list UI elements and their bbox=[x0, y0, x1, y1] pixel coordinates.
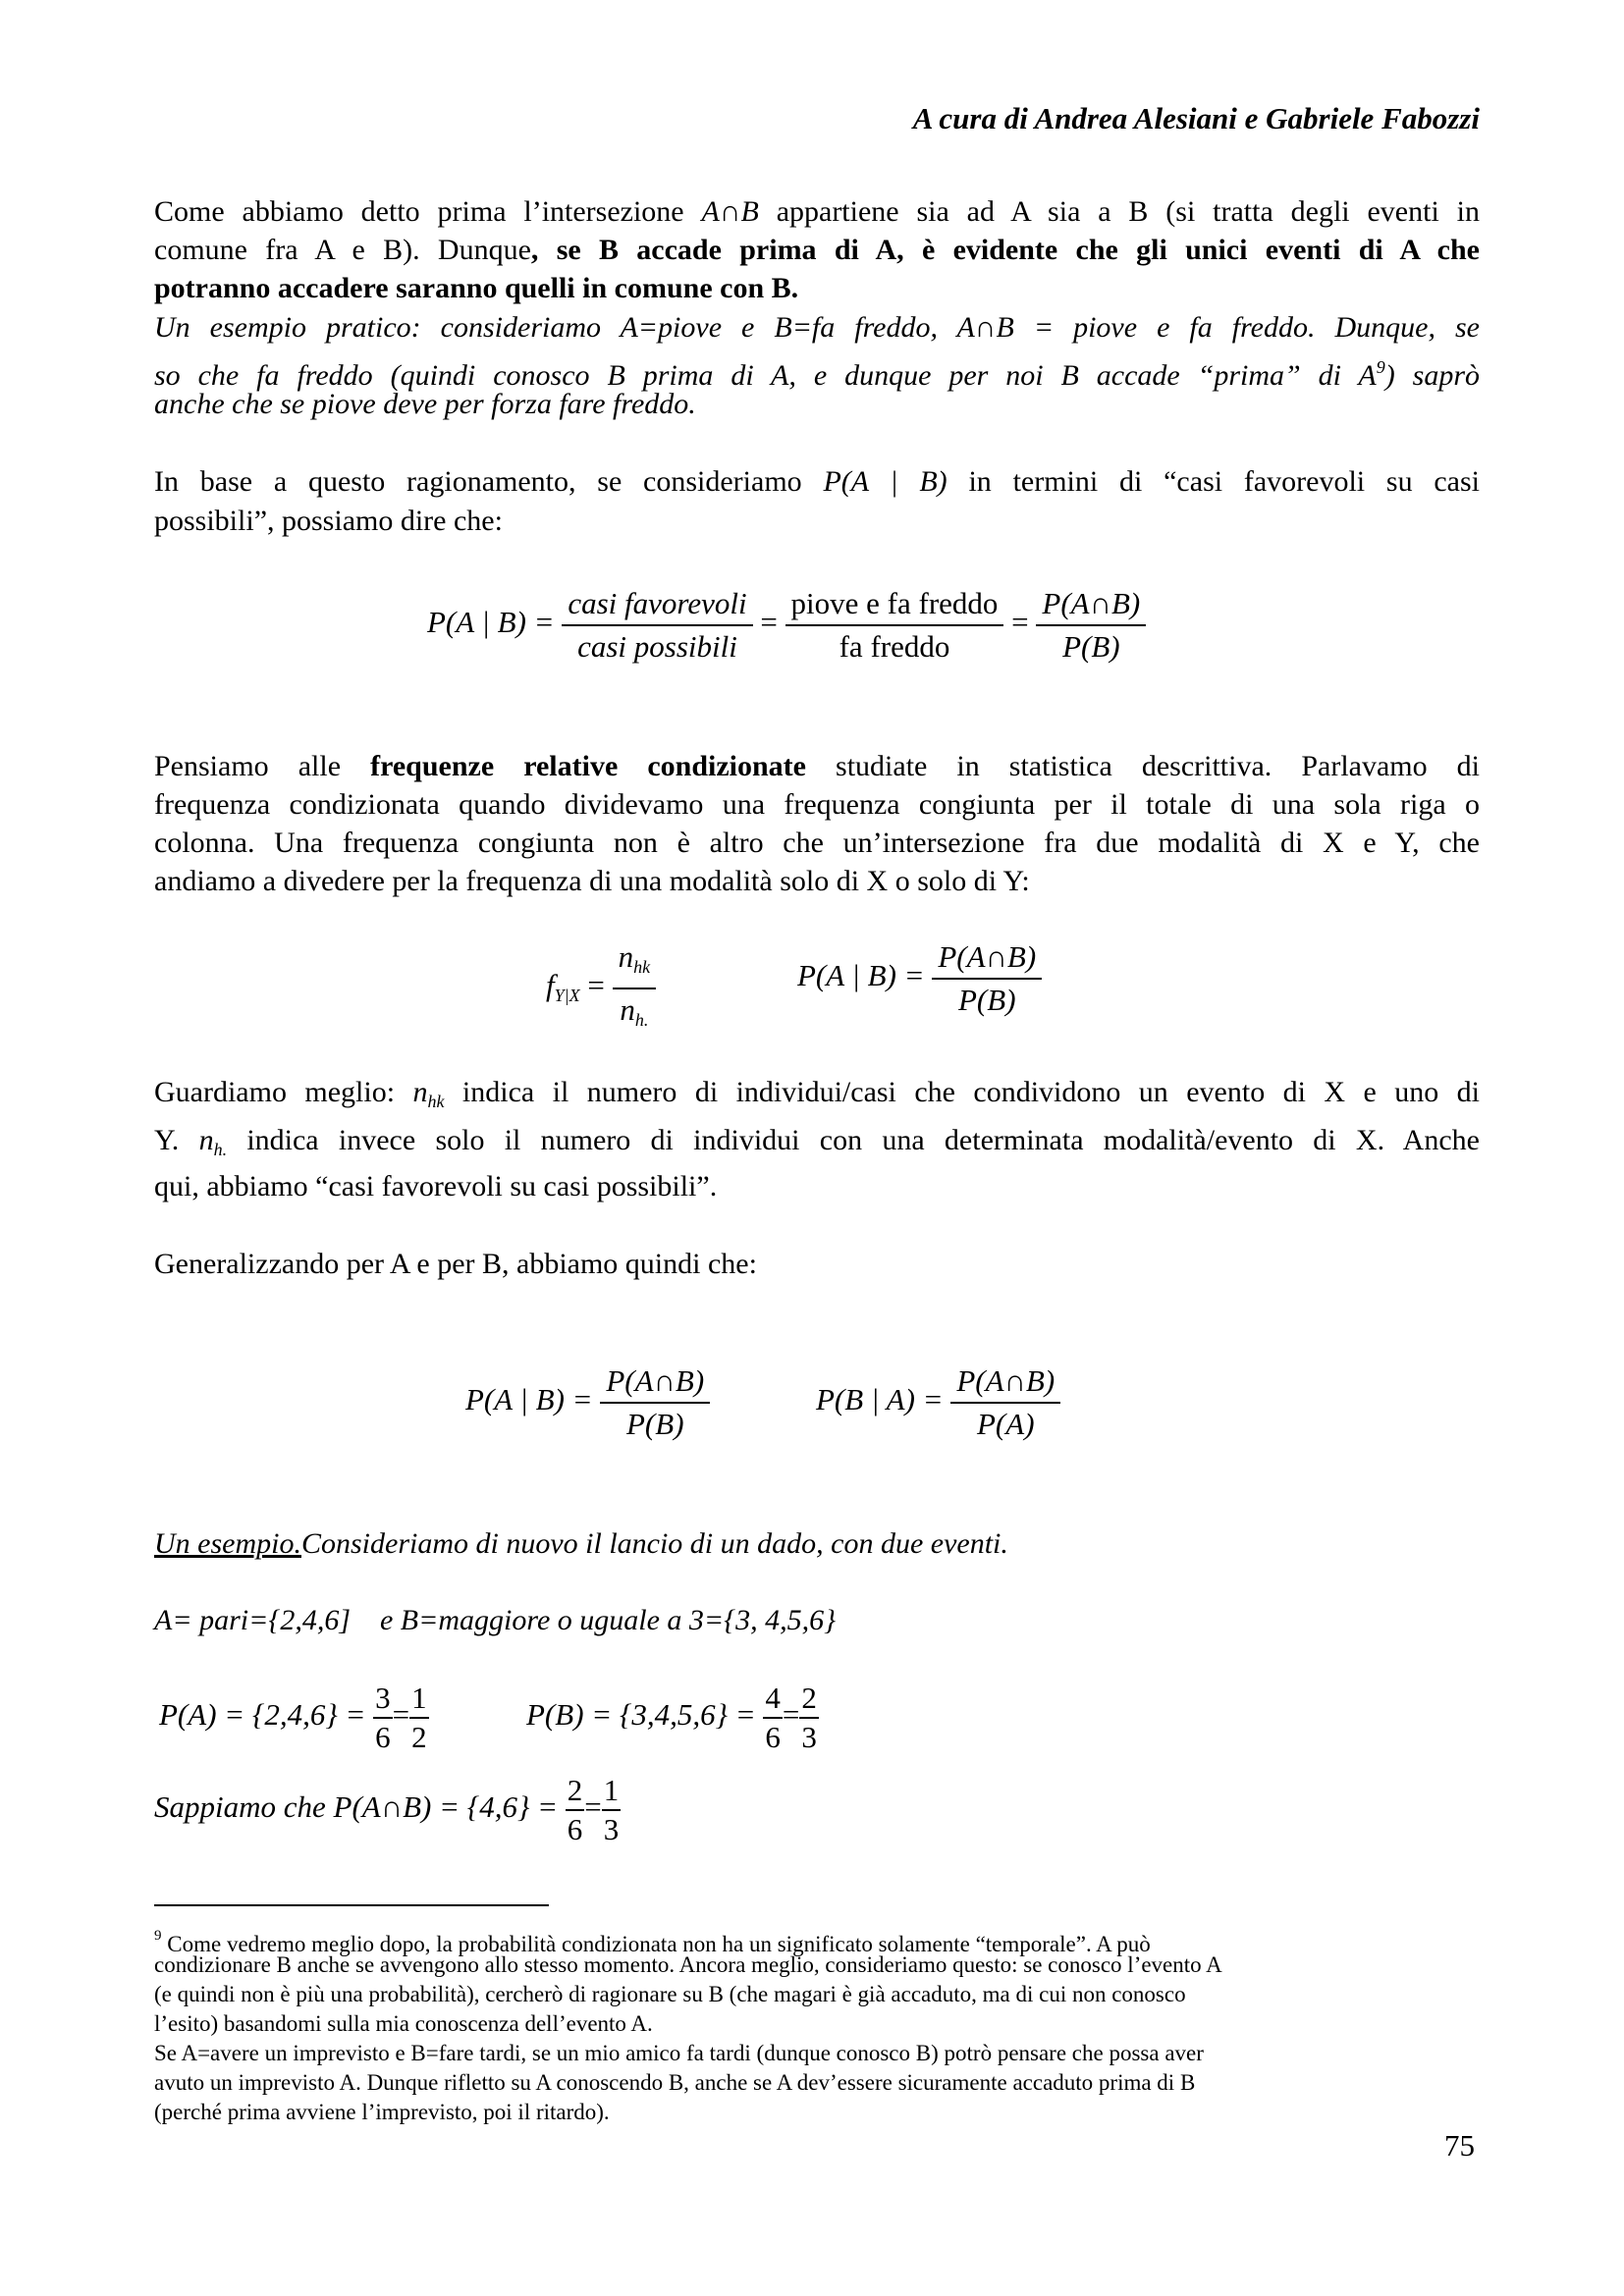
denominator: P(B) bbox=[600, 1402, 710, 1443]
equation-conditional-definition bbox=[427, 585, 1146, 666]
running-header: A cura di Andrea Alesiani e Gabriele Fabozzi bbox=[912, 101, 1480, 135]
fraction bbox=[932, 938, 1042, 1019]
footnote-line: avuto un imprevisto A. Dunque rifletto su A conoscendo B, anche se A dev’essere sicuramente accaduto prima di B bbox=[154, 2070, 1196, 2095]
equals: = bbox=[1011, 605, 1029, 640]
footnote-line: (perché prima avviene l’imprevisto, poi il ritardo). bbox=[154, 2100, 610, 2124]
footnote-reference[interactable]: 9 bbox=[1376, 357, 1385, 377]
text: Sappiamo che bbox=[154, 1789, 334, 1825]
footnote-line: l’esito) basandomi sulla mia conoscenza dell’evento A. bbox=[154, 2011, 653, 2036]
numerator: 4 bbox=[765, 1681, 781, 1715]
fraction bbox=[602, 1772, 622, 1848]
denominator: 3 bbox=[602, 1809, 622, 1848]
page-number: 75 bbox=[1444, 2128, 1475, 2163]
denominator: casi possibili bbox=[562, 624, 752, 666]
subscript: h. bbox=[213, 1140, 228, 1159]
equation-conditional bbox=[797, 938, 1042, 1019]
eq-lhs: P(A | B) = bbox=[427, 605, 555, 640]
paragraph-line: andiamo a divedere per la frequenza di una modalità solo di X o solo di Y: bbox=[154, 865, 1030, 897]
fraction bbox=[950, 1362, 1060, 1443]
denominator: 6 bbox=[763, 1717, 783, 1756]
denominator: P(B) bbox=[932, 978, 1042, 1019]
equation-conditional-ba bbox=[816, 1362, 1060, 1443]
equation-intersection bbox=[154, 1772, 621, 1848]
paragraph-line bbox=[154, 1122, 1480, 1168]
numerator: P(A∩B) bbox=[1042, 586, 1141, 620]
text: Come abbiamo detto prima l’intersezione bbox=[154, 195, 702, 228]
equation-conditional-ab bbox=[465, 1362, 710, 1443]
bold-text: , se B accade prima di A, è evidente che gli unici eventi di A che bbox=[530, 234, 1480, 266]
footnote-line: condizionare B anche se avvengono allo stesso momento. Ancora meglio, consideriamo questo: se conosco l’evento A bbox=[154, 1952, 1222, 1977]
paragraph-line: colonna. Una frequenza congiunta non è altro che un’intersezione fra due modalità di X e Y, che bbox=[154, 827, 1480, 859]
text: . Dunque, se bbox=[1307, 311, 1480, 344]
fraction bbox=[1036, 585, 1146, 666]
eq-symbol: n bbox=[620, 992, 635, 1027]
text: Guardiamo meglio: bbox=[154, 1076, 413, 1108]
subscript: hk bbox=[633, 957, 651, 977]
fraction bbox=[566, 1772, 585, 1848]
numerator: piove e fa freddo bbox=[790, 586, 999, 620]
denominator: P(A) bbox=[950, 1402, 1060, 1443]
eq-symbol: f bbox=[546, 968, 555, 1003]
denominator: 2 bbox=[409, 1717, 429, 1756]
eq-lhs: P(B) = {3,4,5,6} = bbox=[526, 1697, 756, 1733]
fraction bbox=[613, 938, 657, 1039]
fraction bbox=[562, 585, 752, 666]
paragraph-line: qui, abbiamo “casi favorevoli su casi possibili”. bbox=[154, 1170, 718, 1202]
denominator: 6 bbox=[566, 1809, 585, 1848]
numerator: P(A∩B) bbox=[938, 939, 1037, 974]
equation-pb bbox=[526, 1680, 819, 1756]
text: in termini di “casi favorevoli su casi bbox=[947, 465, 1481, 498]
paragraph-line bbox=[154, 1074, 1480, 1120]
numerator: 1 bbox=[603, 1773, 620, 1807]
paragraph-line: anche che se piove deve per forza fare freddo. bbox=[154, 388, 696, 420]
fraction bbox=[799, 1680, 819, 1756]
paragraph-line: frequenza condizionata quando dividevamo una frequenza congiunta per il totale di una sola riga o bbox=[154, 788, 1480, 821]
eq-lhs: P(A | B) = bbox=[797, 958, 925, 993]
eq-lhs: P(A | B) = bbox=[465, 1382, 593, 1417]
paragraph-line: Generalizzando per A e per B, abbiamo quindi che: bbox=[154, 1248, 757, 1280]
text: Come vedremo meglio dopo, la probabilità condizionata non ha un significato solamente “temporale”. A può bbox=[161, 1932, 1151, 1956]
math-conditional: P(A | B) bbox=[823, 465, 947, 498]
numerator: 3 bbox=[375, 1681, 391, 1715]
text: indica il numero di individui/casi che condividono un evento di X e uno di bbox=[444, 1076, 1480, 1108]
denominator: P(B) bbox=[1036, 624, 1146, 666]
text: comune fra A e B). Dunque bbox=[154, 234, 531, 266]
example-heading bbox=[154, 1525, 1480, 1563]
paragraph-line bbox=[154, 232, 1480, 269]
footnote-mark: 9 bbox=[154, 1928, 162, 1944]
eq-lhs: P(A∩B) = {4,6} = bbox=[333, 1789, 559, 1825]
subscript: hk bbox=[427, 1092, 445, 1111]
fraction bbox=[763, 1680, 783, 1756]
math-intersection: A∩B = piove e fa freddo bbox=[956, 311, 1308, 344]
eq-symbol: n bbox=[198, 1124, 214, 1156]
numerator: P(A∩B) bbox=[606, 1363, 705, 1398]
numerator: P(A∩B) bbox=[956, 1363, 1056, 1398]
fraction bbox=[600, 1362, 710, 1443]
paragraph-line: potranno accadere saranno quelli in comune con B. bbox=[154, 272, 799, 304]
equals: = bbox=[584, 1789, 602, 1825]
footnote-line: (e quindi non è più una probabilità), cercherò di ragionare su B (che magari è già accaduto, ma di cui non conosco bbox=[154, 1982, 1186, 2006]
math-intersection: A∩B bbox=[701, 195, 759, 228]
equation-frequency bbox=[546, 938, 656, 1039]
text: Pensiamo alle bbox=[154, 750, 371, 782]
fraction bbox=[409, 1680, 429, 1756]
denominator: 6 bbox=[373, 1717, 393, 1756]
text: so che fa freddo (quindi conosco B prima di A, e dunque per noi B accade “prima” di A bbox=[154, 359, 1377, 392]
paragraph-line bbox=[154, 193, 1480, 231]
paragraph-line bbox=[154, 463, 1480, 501]
eq-symbol: n bbox=[412, 1076, 428, 1108]
underlined-text: Un esempio. bbox=[154, 1527, 301, 1560]
numerator bbox=[613, 938, 657, 988]
eq-symbol: n bbox=[618, 939, 634, 974]
text: indica invece solo il numero di individui con una determinata modalità/evento di X. Anche bbox=[227, 1124, 1480, 1156]
equals: = bbox=[760, 605, 778, 640]
text: appartiene sia ad A sia a B (si tratta degli eventi in bbox=[758, 195, 1480, 228]
text: studiate in statistica descrittiva. Parlavamo di bbox=[806, 750, 1481, 782]
denominator: 3 bbox=[799, 1717, 819, 1756]
eq-lhs: P(A) = {2,4,6} = bbox=[159, 1697, 366, 1733]
paragraph-line: possibili”, possiamo dire che: bbox=[154, 505, 503, 537]
fraction bbox=[373, 1680, 393, 1756]
equals: = bbox=[392, 1697, 410, 1733]
denominator: fa freddo bbox=[785, 624, 1004, 666]
subscript: h. bbox=[634, 1010, 649, 1030]
fraction bbox=[785, 585, 1004, 666]
equals: = bbox=[782, 1697, 800, 1733]
paragraph-line bbox=[154, 748, 1480, 785]
subscript: Y|X bbox=[554, 986, 580, 1006]
denominator bbox=[613, 988, 657, 1039]
equals: = bbox=[579, 968, 605, 1003]
bold-text: frequenze relative condizionate bbox=[370, 750, 806, 782]
eq-lhs: P(B | A) = bbox=[816, 1382, 944, 1417]
text: In base a questo ragionamento, se consideriamo bbox=[154, 465, 824, 498]
paragraph-line bbox=[154, 309, 1480, 347]
numerator: 1 bbox=[411, 1681, 427, 1715]
text: ) saprò bbox=[1384, 359, 1480, 392]
equation-pa bbox=[159, 1680, 429, 1756]
text: Y. bbox=[154, 1124, 199, 1156]
numerator: casi favorevoli bbox=[568, 586, 747, 620]
numerator: 2 bbox=[567, 1773, 583, 1807]
example-events: A= pari={2,4,6] e B=maggiore o uguale a 3={3, 4,5,6} bbox=[154, 1604, 837, 1636]
text: Consideriamo di nuovo il lancio di un dado, con due eventi. bbox=[300, 1527, 1008, 1560]
numerator: 2 bbox=[801, 1681, 817, 1715]
footnote-line: Se A=avere un imprevisto e B=fare tardi, se un mio amico fa tardi (dunque conosco B) potrò pensare che possa aver bbox=[154, 2041, 1204, 2065]
footnote-separator bbox=[154, 1904, 549, 1906]
text: Un esempio pratico: consideriamo A=piove e B=fa freddo, bbox=[154, 311, 957, 344]
